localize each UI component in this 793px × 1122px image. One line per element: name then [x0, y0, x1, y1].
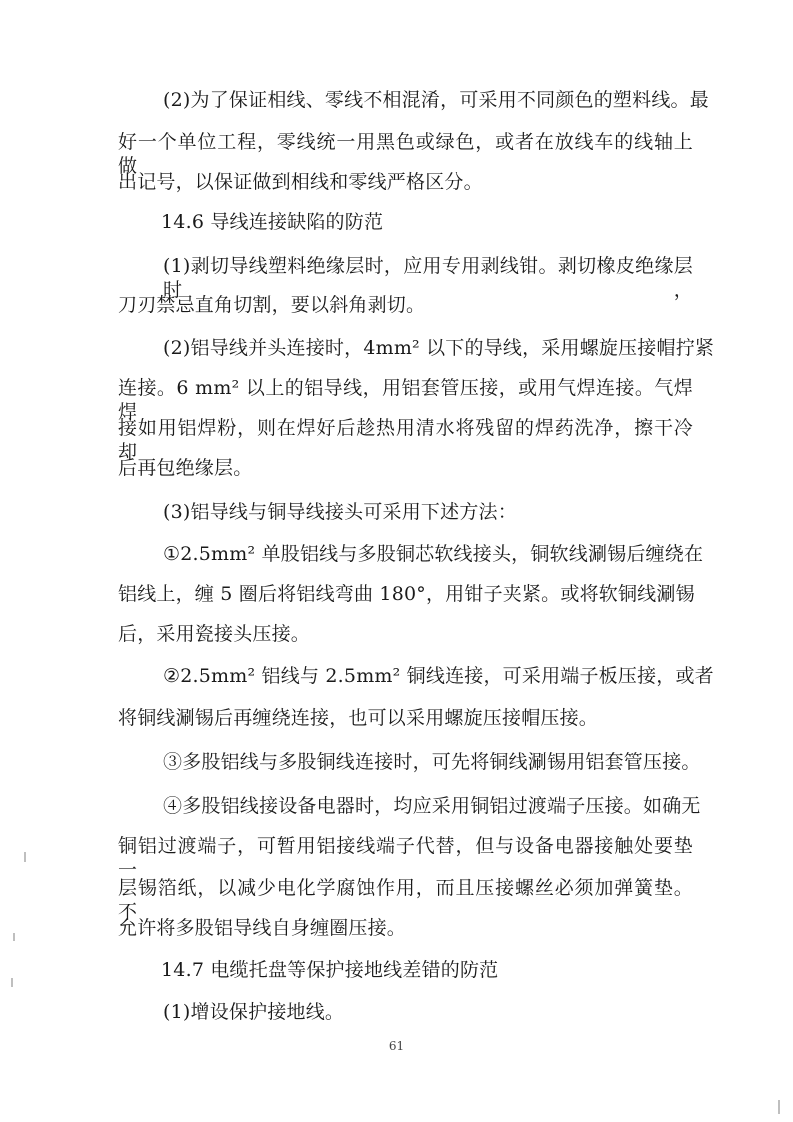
paragraph-line: (2)铝导线并头连接时，4mm² 以下的导线，采用螺旋压接帽拧紧	[163, 337, 715, 359]
paragraph-line: (1)剥切导线塑料绝缘层时，应用专用剥线钳。剥切橡皮绝缘层时，	[163, 255, 693, 301]
paragraph-line: 铝线上，缠 5 圈后将铝线弯曲 180°，用钳子夹紧。或将软铜线涮锡	[118, 583, 695, 605]
paragraph-line: (2)为了保证相线、零线不相混淆，可采用不同颜色的塑料线。最	[163, 89, 709, 111]
paragraph-line: ②2.5mm² 铝线与 2.5mm² 铜线连接，可采用端子板压接，或者	[163, 665, 714, 687]
paragraph-line: 层锡箔纸，以减少电化学腐蚀作用，而且压接螺丝必须加弹簧垫。不	[118, 877, 693, 923]
scan-artifact	[24, 852, 26, 862]
paragraph-line: 好一个单位工程，零线统一用黑色或绿色，或者在放线车的线轴上做	[118, 131, 693, 177]
paragraph-line: ④多股铝线接设备电器时，均应采用铜铝过渡端子压接。如确无	[163, 795, 701, 817]
paragraph-line: 铜铝过渡端子，可暂用铝接线端子代替，但与设备电器接触处要垫一	[118, 835, 693, 881]
page-number: 61	[388, 1039, 405, 1053]
section-heading: 14.6 导线连接缺陷的防范	[161, 211, 384, 233]
paragraph-line: 后，采用瓷接头压接。	[118, 623, 311, 645]
scan-artifact	[13, 933, 15, 941]
paragraph-line: ①2.5mm² 单股铝线与多股铜芯软线接头，铜软线涮锡后缠绕在	[163, 543, 704, 565]
paragraph-line: (3)铝导线与铜导线接头可采用下述方法：	[163, 501, 517, 523]
scan-artifact	[11, 978, 13, 987]
paragraph-line: 允许将多股铝导线自身缠圈压接。	[118, 917, 407, 939]
paragraph-line: ③多股铝线与多股铜线连接时，可先将铜线涮锡用铝套管压接。	[163, 751, 701, 773]
section-heading: 14.7 电缆托盘等保护接地线差错的防范	[161, 959, 499, 981]
paragraph-line: 出记号，以保证做到相线和零线严格区分。	[118, 171, 483, 193]
paragraph-line: 连接。6 mm² 以上的铝导线，用铝套管压接，或用气焊连接。气焊焊	[118, 377, 693, 423]
paragraph-line: 后再包绝缘层。	[118, 457, 253, 479]
scan-artifact	[778, 1100, 780, 1114]
paragraph-line: 接如用铝焊粉，则在焊好后趁热用清水将残留的焊药洗净，擦干冷却	[118, 417, 693, 463]
paragraph-line: (1)增设保护接地线。	[163, 1001, 345, 1023]
paragraph-line: 将铜线涮锡后再缠绕连接，也可以采用螺旋压接帽压接。	[118, 707, 599, 729]
paragraph-line: 刀刃禁忌直角切割，要以斜角剥切。	[118, 294, 426, 316]
